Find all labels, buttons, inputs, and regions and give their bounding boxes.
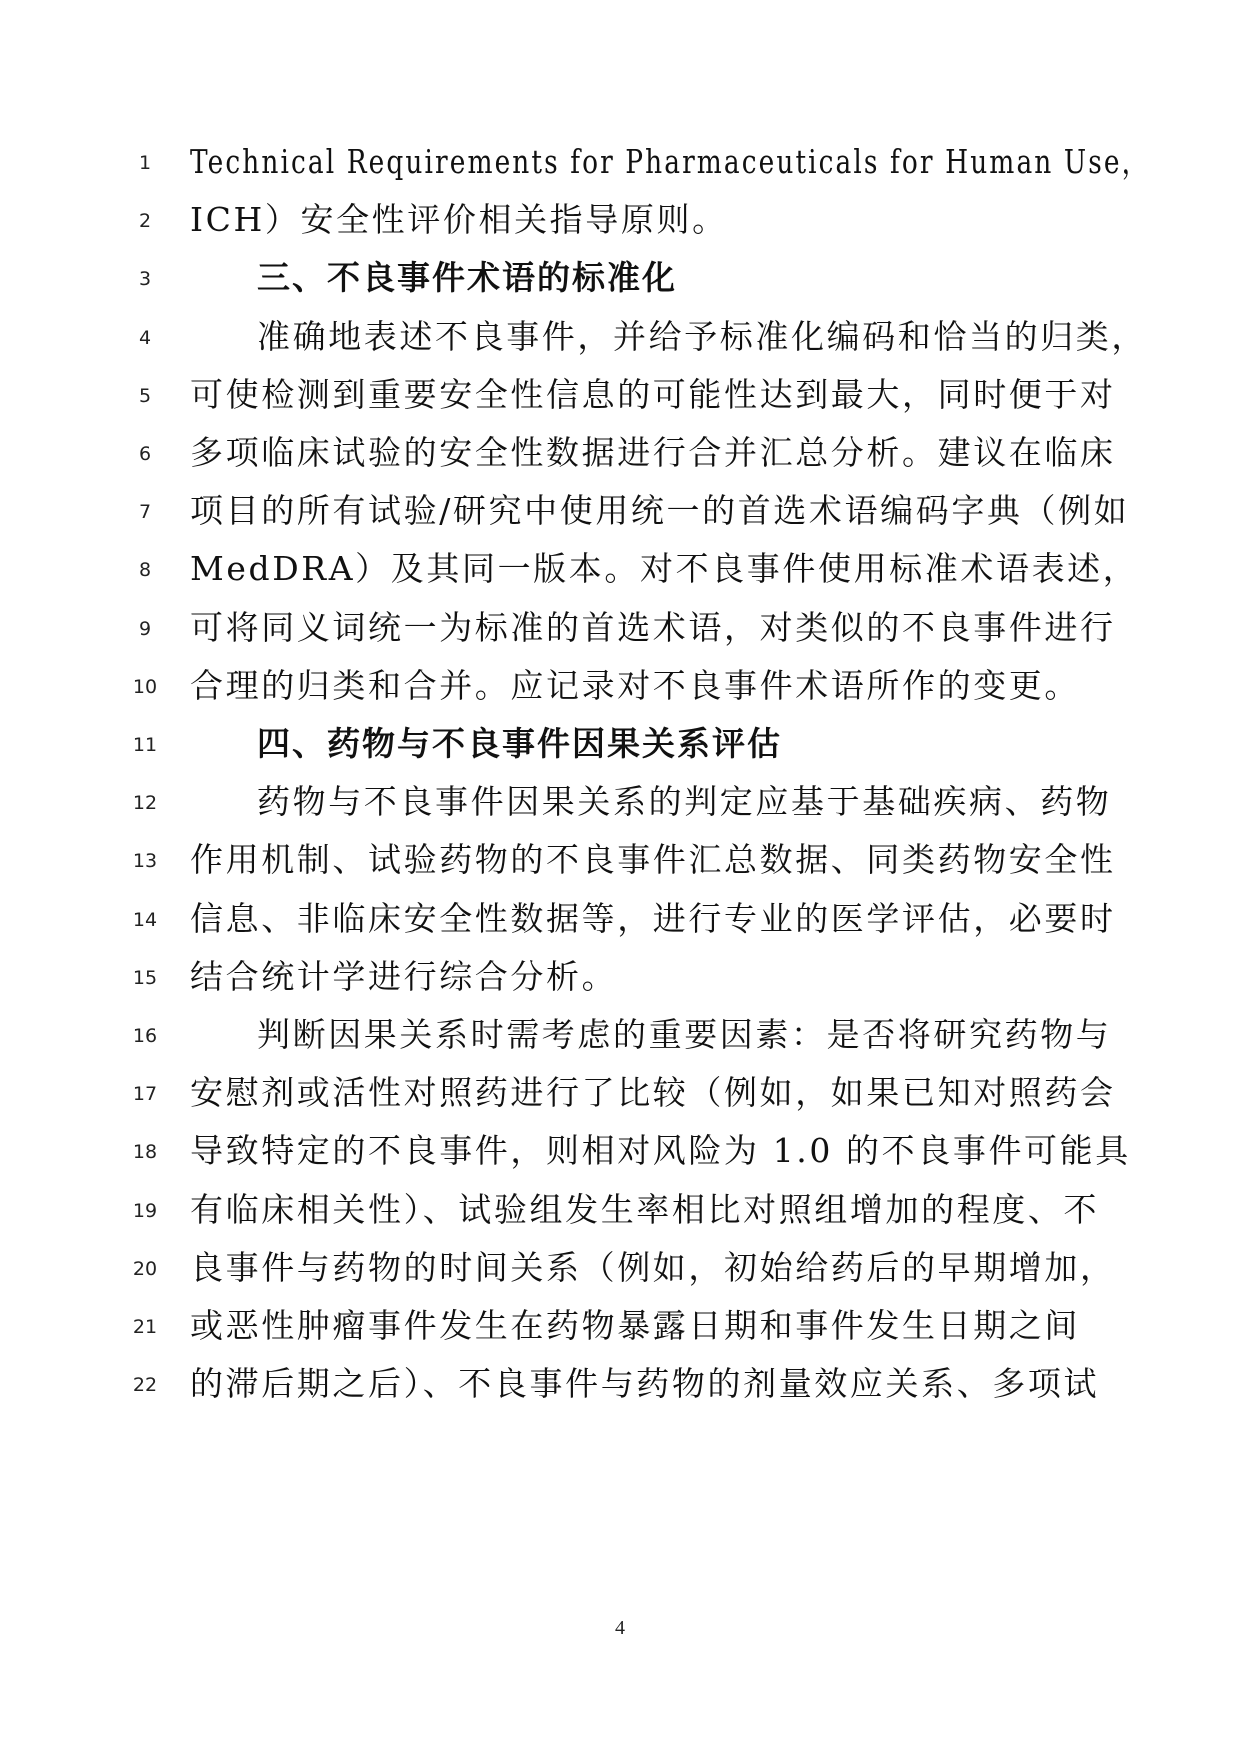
body-text: 结合统计学进行综合分析。: [190, 956, 618, 996]
text-line: [0, 828, 1240, 888]
line-number: 1: [138, 152, 152, 174]
body-text: 药物与不良事件因果关系的判定应基于基础疾病、药物: [257, 782, 1112, 822]
line-number: 22: [132, 1374, 158, 1397]
text-line: [0, 246, 1240, 306]
text-line: [0, 945, 1240, 1005]
text-line: [0, 421, 1240, 481]
body-text: 作用机制、试验药物的不良事件汇总数据、同类药物安全性: [190, 840, 1116, 880]
body-text: 可使检测到重要安全性信息的可能性达到最大，同时便于对: [190, 374, 1116, 414]
line-number: 11: [132, 734, 158, 756]
line-number: 15: [132, 966, 158, 989]
line-number: 12: [132, 792, 158, 815]
text-line: [0, 363, 1240, 423]
line-number: 18: [132, 1141, 158, 1164]
text-line: [0, 188, 1240, 248]
text-line: [0, 770, 1240, 830]
line-number: 2: [138, 210, 152, 233]
line-number: 5: [138, 384, 152, 407]
line-number: 7: [138, 501, 152, 524]
body-text: 或恶性肿瘤事件发生在药物暴露日期和事件发生日期之间: [190, 1306, 1080, 1345]
line-number: 21: [132, 1316, 158, 1338]
text-line: [0, 1352, 1240, 1412]
text-line: [0, 479, 1240, 539]
text-line: [0, 887, 1240, 947]
line-number: 10: [132, 675, 158, 698]
text-line: [0, 1061, 1240, 1121]
text-line: [0, 1236, 1240, 1296]
line-number: 4: [138, 326, 152, 349]
body-text: ICH）安全性评价相关指导原则。: [190, 200, 728, 240]
body-text: 信息、非临床安全性数据等，进行专业的医学评估，必要时: [190, 898, 1116, 938]
line-number: 3: [138, 268, 152, 291]
page-number: 4: [615, 1617, 625, 1639]
text-line: [0, 1178, 1240, 1238]
text-line: [0, 1119, 1240, 1179]
body-text: 有临床相关性）、试验组发生率相比对照组增加的程度、不: [190, 1189, 1100, 1229]
line-number: 16: [132, 1025, 158, 1047]
section-heading: 三、不良事件术语的标准化: [257, 258, 677, 298]
line-number: 17: [132, 1083, 158, 1106]
body-text: 多项临床试验的安全性数据进行合并汇总分析。建议在临床: [190, 433, 1116, 472]
body-text: 可将同义词统一为标准的首选术语，对类似的不良事件进行: [190, 607, 1116, 647]
body-text: MedDRA）及其同一版本。对不良事件使用标准术语表述，: [190, 549, 1139, 589]
body-text: 安慰剂或活性对照药进行了比较（例如，如果已知对照药会: [190, 1073, 1116, 1113]
text-line: [0, 712, 1240, 772]
line-number: 6: [138, 443, 152, 465]
body-text: 良事件与药物的时间关系（例如，初始给药后的早期增加，: [190, 1247, 1116, 1287]
text-line: [0, 1294, 1240, 1354]
text-line: [0, 596, 1240, 656]
line-number: 13: [132, 850, 158, 873]
text-line: [0, 537, 1240, 597]
line-number: 9: [138, 617, 152, 640]
body-text: 判断因果关系时需考虑的重要因素：是否将研究药物与: [257, 1015, 1112, 1054]
text-line: [0, 130, 1240, 190]
body-text: Technical Requirements for Pharmaceuticals for Human Use，: [190, 142, 1151, 181]
body-text: 项目的所有试验/研究中使用统一的首选术语编码字典（例如: [190, 491, 1130, 531]
body-text: 的滞后期之后）、不良事件与药物的剂量效应关系、多项试: [190, 1364, 1100, 1404]
section-heading: 四、药物与不良事件因果关系评估: [257, 724, 782, 763]
line-number: 14: [132, 908, 158, 931]
body-text: 合理的归类和合并。应记录对不良事件术语所作的变更。: [190, 665, 1080, 705]
line-number: 8: [138, 559, 152, 582]
body-text: 准确地表述不良事件，并给予标准化编码和恰当的归类，: [257, 316, 1147, 356]
line-number: 20: [132, 1257, 158, 1280]
line-number: 19: [132, 1199, 158, 1222]
text-line: [0, 654, 1240, 714]
text-line: [0, 305, 1240, 365]
text-line: [0, 1003, 1240, 1063]
body-text: 导致特定的不良事件，则相对风险为 1.0 的不良事件可能具: [190, 1131, 1131, 1171]
